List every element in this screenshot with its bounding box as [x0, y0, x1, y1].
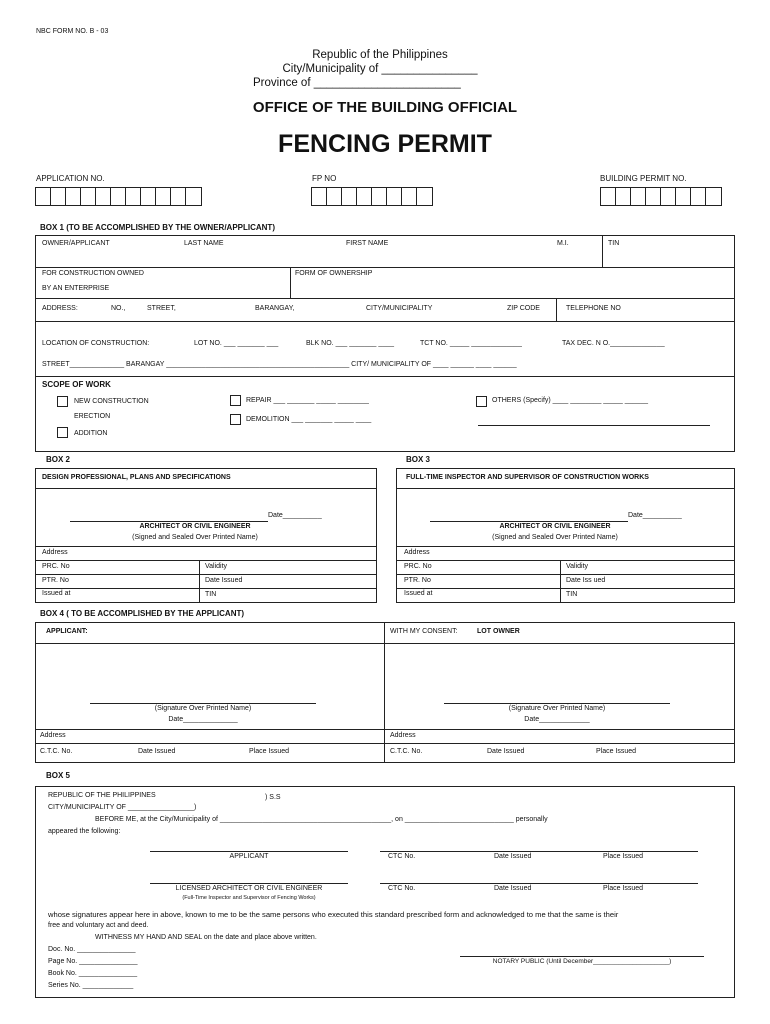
box4-date-right[interactable]: Date_____________: [524, 716, 590, 723]
box5-republic: REPUBLIC OF THE PHILIPPINES: [48, 792, 156, 799]
box4-address-right: Address: [390, 732, 416, 739]
box4-ctc-left: C.T.C. No.: [40, 748, 73, 755]
address-label: ADDRESS:: [42, 305, 78, 312]
box5-fulltime: (Full-Time Inspector and Supervisor of Fencing Works): [182, 895, 316, 901]
application-no-label: APPLICATION NO.: [36, 174, 105, 183]
zip-code-label: ZIP CODE: [507, 305, 540, 312]
box5-place-issued-1: Place Issued: [603, 853, 644, 860]
box4-signature-right: (Signature Over Printed Name): [508, 705, 606, 712]
box4-title: BOX 4 ( TO BE ACCOMPLISHED BY THE APPLICANT): [40, 609, 245, 618]
fp-no-label: FP NO: [312, 174, 337, 183]
application-no-field[interactable]: [35, 187, 202, 206]
new-construction-label: NEW CONSTRUCTION: [74, 398, 149, 405]
box4-applicant: APPLICANT:: [46, 628, 88, 635]
box3-date-issued: Date Iss ued: [566, 577, 606, 584]
page-title: FENCING PERMIT: [278, 130, 492, 158]
box3-validity: Validity: [566, 563, 589, 570]
box5-before-me[interactable]: BEFORE ME, at the City/Municipality of ____________________________________________, on ____________________________ personally: [95, 816, 548, 823]
box5-ctc-2: CTC No.: [388, 885, 416, 892]
box4-date-issued-right: Date Issued: [487, 748, 525, 755]
box5-whose-2: free and voluntary act and deed.: [48, 922, 149, 929]
box2-prc: PRC. No: [42, 563, 70, 570]
addition-checkbox[interactable]: [57, 427, 68, 438]
mi-label: M.I.: [557, 240, 569, 247]
box4-date-issued-left: Date Issued: [138, 748, 176, 755]
last-name-label: LAST NAME: [184, 240, 224, 247]
box5-date-issued-1: Date Issued: [494, 853, 532, 860]
box4-address-left: Address: [40, 732, 66, 739]
box2-tin: TIN: [205, 591, 217, 598]
box3-title: FULL-TIME INSPECTOR AND SUPERVISOR OF CONSTRUCTION WORKS: [406, 474, 649, 481]
city-heading: City/Municipality of _______________: [282, 63, 478, 75]
box2-signed: (Signed and Sealed Over Printed Name): [132, 534, 258, 541]
office-heading: OFFICE OF THE BUILDING OFFICIAL: [252, 99, 518, 116]
box5-label: BOX 5: [46, 771, 71, 780]
tax-dec-field[interactable]: TAX DEC. N O.______________: [562, 340, 665, 347]
address-no-label: NO.,: [111, 305, 126, 312]
box3-tin: TIN: [566, 591, 578, 598]
for-construction-label: FOR CONSTRUCTION OWNED: [42, 270, 144, 277]
address-street-label: STREET,: [147, 305, 176, 312]
demolition-checkbox[interactable]: [230, 414, 241, 425]
demolition-field[interactable]: DEMOLITION ___ _______ _____ ____: [246, 416, 372, 423]
box4-consent: WITH MY CONSENT:: [390, 628, 458, 635]
page-no-field[interactable]: Page No. _______________: [48, 958, 138, 965]
others-checkbox[interactable]: [476, 396, 487, 407]
box4-lot-owner: LOT OWNER: [477, 628, 520, 635]
blk-no-field[interactable]: BLK NO. ___ _______ ____: [306, 340, 394, 347]
province-heading: Province of _______________________: [253, 77, 461, 89]
box5-ctc-1: CTC No.: [388, 853, 416, 860]
box5-witness: WITHNESS MY HAND AND SEAL on the date and place above written.: [95, 934, 317, 941]
repair-field[interactable]: REPAIR ___ _______ _____ ________: [246, 397, 369, 404]
book-no-field[interactable]: Book No. _______________: [48, 970, 138, 977]
box1-title: BOX 1 (TO BE ACCOMPLISHED BY THE OWNER/APPLICANT): [40, 223, 275, 232]
erection-label: ERECTION: [74, 413, 111, 420]
tin-label: TIN: [608, 240, 620, 247]
box2-issued-at: Issued at: [42, 590, 71, 597]
street-barangay-city-line[interactable]: STREET______________ BARANGAY _______________________________________________ CITY/ MUNICIPALITY OF ____ ______ ____ ______: [42, 361, 517, 368]
scope-of-work-label: SCOPE OF WORK: [42, 380, 111, 389]
box3-issued-at: Issued at: [404, 590, 433, 597]
repair-checkbox[interactable]: [230, 395, 241, 406]
box3-address: Address: [404, 549, 430, 556]
box5-place-issued-2: Place Issued: [603, 885, 644, 892]
box3-signed: (Signed and Sealed Over Printed Name): [492, 534, 618, 541]
box5-applicant: APPLICANT: [229, 853, 269, 860]
series-no-field[interactable]: Series No. _____________: [48, 982, 134, 989]
building-permit-no-field[interactable]: [600, 187, 722, 206]
form-number: NBC FORM NO. B - 03: [36, 28, 109, 35]
box2-ptr: PTR. No: [42, 577, 69, 584]
box3-ptr: PTR. No: [404, 577, 431, 584]
building-permit-no-label: BUILDING PERMIT NO.: [600, 174, 687, 183]
box3-date[interactable]: Date__________: [628, 512, 682, 519]
box4-signature-left: (Signature Over Printed Name): [154, 705, 252, 712]
box5-city[interactable]: CITY/MUNICIPALITY OF _________________): [48, 804, 197, 811]
republic-heading: Republic of the Philippines: [312, 49, 448, 61]
first-name-label: FIRST NAME: [346, 240, 389, 247]
box4-place-issued-left: Place Issued: [249, 748, 290, 755]
box4-place-issued-right: Place Issued: [596, 748, 637, 755]
new-construction-checkbox[interactable]: [57, 396, 68, 407]
notary-public: NOTARY PUBLIC (Until December_____________________): [492, 958, 672, 965]
others-field[interactable]: OTHERS (Specify) ____ ________ _____ ______: [492, 397, 649, 404]
box4-ctc-right: C.T.C. No.: [390, 748, 423, 755]
tct-no-field[interactable]: TCT NO. _____ _____________: [420, 340, 522, 347]
box5-whose-1: whose signatures appear here in above, known to me to be the same persons who executed this standard prescribed form and acknowledged to me that the same is their: [48, 910, 619, 919]
box2-address: Address: [42, 549, 68, 556]
box4-date-left[interactable]: Date______________: [168, 716, 238, 723]
box3-label: BOX 3: [406, 455, 431, 464]
box2-engineer: ARCHITECT OR CIVIL ENGINEER: [139, 523, 251, 530]
address-barangay-label: BARANGAY,: [255, 305, 295, 312]
lot-no-field[interactable]: LOT NO. ___ _______ ___: [194, 340, 279, 347]
box5-appeared: appeared the following:: [48, 828, 121, 835]
box3-engineer: ARCHITECT OR CIVIL ENGINEER: [499, 523, 611, 530]
box3-prc: PRC. No: [404, 563, 432, 570]
box2-date-issued: Date Issued: [205, 577, 243, 584]
box2-label: BOX 2: [46, 455, 71, 464]
fp-no-field[interactable]: [311, 187, 433, 206]
address-city-label: CITY/MUNICIPALITY: [366, 305, 433, 312]
box5-licensed: LICENSED ARCHITECT OR CIVIL ENGINEER: [175, 885, 323, 892]
form-of-ownership-label: FORM OF OWNERSHIP: [295, 270, 373, 277]
owner-applicant-label: OWNER/APPLICANT: [42, 240, 110, 247]
location-label: LOCATION OF CONSTRUCTION:: [42, 340, 150, 347]
addition-label: ADDITION: [74, 430, 108, 437]
telephone-label: TELEPHONE NO: [566, 305, 621, 312]
box2-title: DESIGN PROFESSIONAL, PLANS AND SPECIFICATIONS: [42, 474, 231, 481]
enterprise-label: BY AN ENTERPRISE: [42, 285, 110, 292]
box2-validity: Validity: [205, 563, 228, 570]
box5-date-issued-2: Date Issued: [494, 885, 532, 892]
doc-no-field[interactable]: Doc. No. _______________: [48, 946, 136, 953]
box5-ss: ) S.S: [265, 794, 281, 801]
box2-date[interactable]: Date__________: [268, 512, 322, 519]
